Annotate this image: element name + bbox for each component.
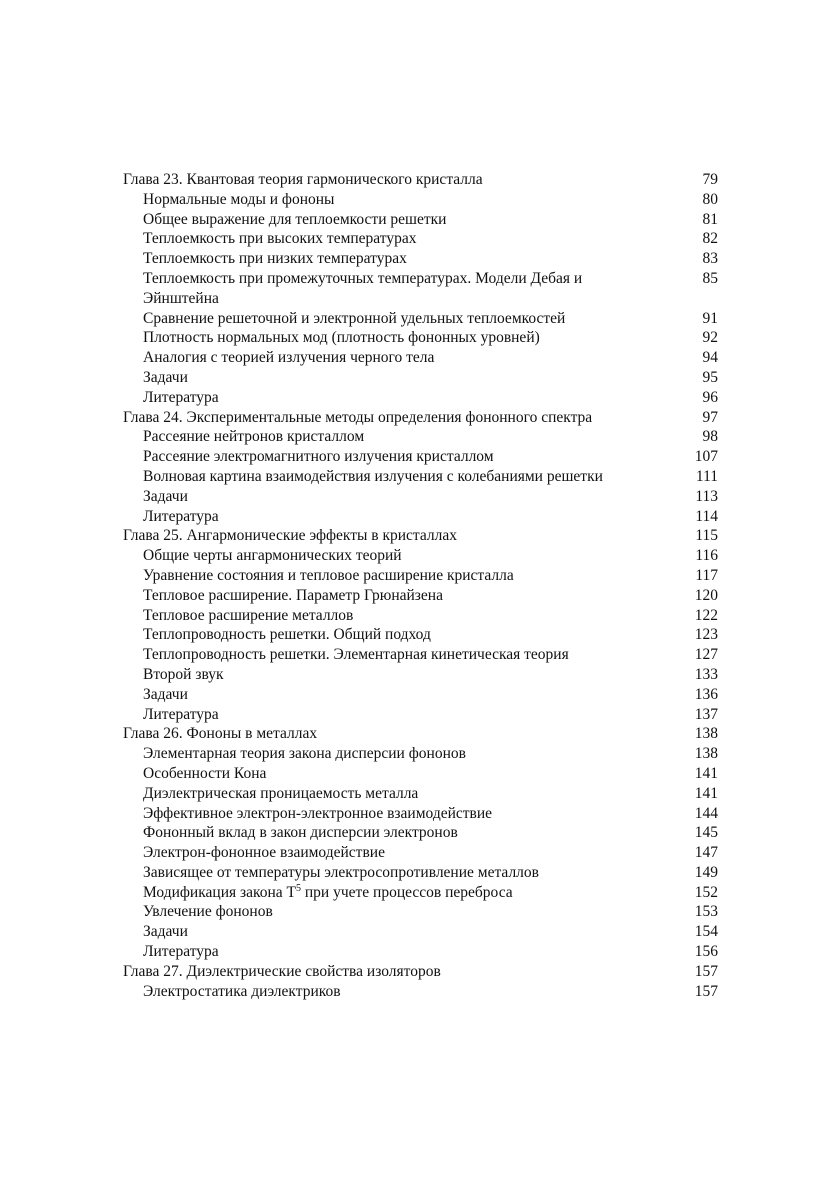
toc-entry-title: Литература: [143, 705, 219, 723]
table-of-contents: [123, 170, 718, 1001]
superscript: 5: [296, 882, 302, 894]
toc-page-number: 133: [694, 665, 718, 683]
toc-entry-title: Эффективное электрон-электронное взаимодействие: [143, 804, 493, 822]
toc-page-number: 81: [702, 210, 718, 228]
toc-section-entry[interactable]: [123, 427, 718, 447]
toc-section-entry[interactable]: [123, 804, 718, 824]
toc-entry-title: Особенности Кона: [143, 764, 267, 782]
toc-chapter-entry[interactable]: [123, 408, 718, 428]
toc-page-number: 83: [702, 250, 718, 268]
toc-entry-title: Литература: [143, 507, 219, 525]
toc-section-entry[interactable]: [123, 388, 718, 408]
toc-section-entry[interactable]: [123, 705, 718, 725]
toc-entry-title: Литература: [143, 388, 219, 406]
toc-section-entry[interactable]: [123, 606, 718, 626]
toc-section-entry[interactable]: [123, 665, 718, 685]
toc-section-entry[interactable]: [123, 269, 718, 309]
toc-page-number: 144: [694, 804, 718, 822]
toc-entry-title: Теплопроводность решетки. Элементарная кинетическая теория: [143, 646, 569, 664]
toc-entry-title: Волновая картина взаимодействия излучения с колебаниями решетки: [143, 467, 603, 485]
toc-entry-title: Второй звук: [143, 665, 224, 683]
toc-entry-title: Рассеяние нейтронов кристаллом: [143, 428, 365, 446]
toc-entry-title: Увлечение фононов: [143, 903, 273, 921]
toc-page-number: 115: [695, 527, 718, 545]
toc-chapter-entry[interactable]: [123, 170, 718, 190]
toc-page-number: 82: [702, 230, 718, 248]
toc-section-entry[interactable]: [123, 249, 718, 269]
toc-section-entry[interactable]: [123, 507, 718, 527]
toc-page-number: 117: [695, 566, 718, 584]
toc-section-entry[interactable]: [123, 210, 718, 230]
toc-page-number: 95: [702, 368, 718, 386]
toc-entry-title: Зависящее от температуры электросопротивление металлов: [143, 863, 539, 881]
toc-entry-title: Плотность нормальных мод (плотность фононных уровней): [143, 329, 540, 347]
toc-entry-title: Рассеяние электромагнитного излучения кристаллом: [143, 448, 494, 466]
toc-page-number: 123: [694, 626, 718, 644]
toc-page-number: 157: [694, 962, 718, 980]
toc-page-number: 138: [694, 725, 718, 743]
toc-page-number: 97: [702, 408, 718, 426]
toc-section-entry[interactable]: [123, 625, 718, 645]
toc-page-number: 147: [694, 844, 718, 862]
toc-entry-title: Электростатика диэлектриков: [143, 982, 341, 1000]
toc-section-entry[interactable]: [123, 922, 718, 942]
toc-entry-title: Литература: [143, 943, 219, 961]
toc-entry-title: Нормальные моды и фононы: [143, 190, 335, 208]
toc-page-number: 116: [695, 547, 718, 565]
toc-section-entry[interactable]: [123, 328, 718, 348]
toc-entry-title: Уравнение состояния и тепловое расширение кристалла: [143, 566, 514, 584]
toc-entry-title: Теплоемкость при промежуточных температурах. Модели Дебая и Эйнштейна: [143, 269, 583, 307]
toc-page-number: 113: [695, 487, 718, 505]
toc-section-entry[interactable]: [123, 447, 718, 467]
toc-section-entry[interactable]: [123, 685, 718, 705]
toc-section-entry[interactable]: [123, 883, 718, 903]
toc-page-number: 85: [702, 269, 718, 287]
toc-entry-title: Общие черты ангармонических теорий: [143, 547, 402, 565]
toc-section-entry[interactable]: [123, 348, 718, 368]
toc-page-number: 94: [702, 349, 718, 367]
toc-entry-title: Глава 23. Квантовая теория гармонического кристалла: [123, 171, 483, 188]
toc-entry-title: Задачи: [143, 368, 188, 386]
toc-page-number: 114: [695, 507, 718, 525]
toc-section-entry[interactable]: [123, 645, 718, 665]
toc-chapter-entry[interactable]: [123, 526, 718, 546]
toc-entry-title: Общее выражение для теплоемкости решетки: [143, 210, 447, 228]
toc-page-number: 80: [702, 190, 718, 208]
toc-entry-title: Глава 24. Экспериментальные методы определения фононного спектра: [123, 408, 593, 426]
toc-entry-title: Теплоемкость при высоких температурах: [143, 230, 417, 248]
toc-page-number: 92: [702, 329, 718, 347]
toc-entry-title: Фононный вклад в закон дисперсии электронов: [143, 824, 458, 842]
toc-section-entry[interactable]: [123, 784, 718, 804]
toc-page-number: 107: [694, 448, 718, 466]
toc-page-number: 98: [702, 428, 718, 446]
toc-section-entry[interactable]: [123, 467, 718, 487]
toc-entry-title: Задачи: [143, 923, 188, 941]
toc-section-entry[interactable]: [123, 843, 718, 863]
toc-page-number: 153: [694, 903, 718, 921]
toc-entry-title-part: при учете процессов переброса: [301, 883, 513, 901]
toc-entry-title: Элементарная теория закона дисперсии фононов: [143, 745, 466, 763]
toc-entry-title: Глава 26. Фононы в металлах: [123, 725, 318, 743]
toc-entry-title: Аналогия с теорией излучения черного тела: [143, 349, 435, 367]
toc-page-number: 149: [694, 863, 718, 881]
toc-entry-title: Глава 27. Диэлектрические свойства изоляторов: [123, 962, 441, 980]
toc-page-number: 79: [702, 171, 718, 188]
toc-entry-title: Сравнение решеточной и электронной удельных теплоемкостей: [143, 309, 566, 327]
toc-entry-title: Диэлектрическая проницаемость металла: [143, 784, 419, 802]
toc-entry-title: Электрон-фононное взаимодействие: [143, 844, 385, 862]
toc-entry-title-part: Модификация закона T: [143, 883, 297, 901]
toc-page-number: 120: [694, 586, 718, 604]
toc-page-number: 138: [694, 745, 718, 763]
toc-page-number: 91: [702, 309, 718, 327]
toc-entry-title: Тепловое расширение металлов: [143, 606, 354, 624]
toc-page-number: 154: [694, 923, 718, 941]
toc-section-entry[interactable]: [123, 744, 718, 764]
toc-page-number: 145: [694, 824, 718, 842]
toc-page-number: 122: [694, 606, 718, 624]
toc-page-number: 141: [694, 764, 718, 782]
toc-entry-title: Задачи: [143, 487, 188, 505]
toc-section-entry[interactable]: [123, 190, 718, 210]
toc-section-entry[interactable]: [123, 863, 718, 883]
toc-entry-title: Тепловое расширение. Параметр Грюнайзена: [143, 586, 443, 604]
toc-page-number: 152: [694, 883, 718, 901]
toc-section-entry[interactable]: [123, 309, 718, 329]
toc-section-entry[interactable]: [123, 546, 718, 566]
toc-chapter-entry[interactable]: [123, 962, 718, 982]
toc-entry-title: Теплопроводность решетки. Общий подход: [143, 626, 431, 644]
toc-page-number: 127: [694, 646, 718, 664]
toc-page-number: 156: [694, 943, 718, 961]
toc-section-entry[interactable]: [123, 368, 718, 388]
toc-section-entry[interactable]: [123, 982, 718, 1002]
toc-section-entry[interactable]: [123, 764, 718, 784]
toc-section-entry[interactable]: [123, 823, 718, 843]
toc-chapter-entry[interactable]: [123, 724, 718, 744]
toc-entry-title: Теплоемкость при низких температурах: [143, 250, 407, 268]
toc-page-number: 111: [695, 467, 718, 485]
toc-section-entry[interactable]: [123, 487, 718, 507]
toc-entry-title: Глава 25. Ангармонические эффекты в кристаллах: [123, 527, 457, 545]
toc-section-entry[interactable]: [123, 942, 718, 962]
toc-entry-title: Задачи: [143, 685, 188, 703]
toc-page-number: 137: [694, 705, 718, 723]
toc-page-number: 96: [702, 388, 718, 406]
toc-entry-title: [123, 883, 670, 903]
toc-section-entry[interactable]: [123, 902, 718, 922]
toc-section-entry[interactable]: [123, 566, 718, 586]
toc-section-entry[interactable]: [123, 586, 718, 606]
toc-page-number: 136: [694, 685, 718, 703]
toc-section-entry[interactable]: [123, 229, 718, 249]
toc-page-number: 141: [694, 784, 718, 802]
toc-page-number: 157: [694, 982, 718, 1000]
